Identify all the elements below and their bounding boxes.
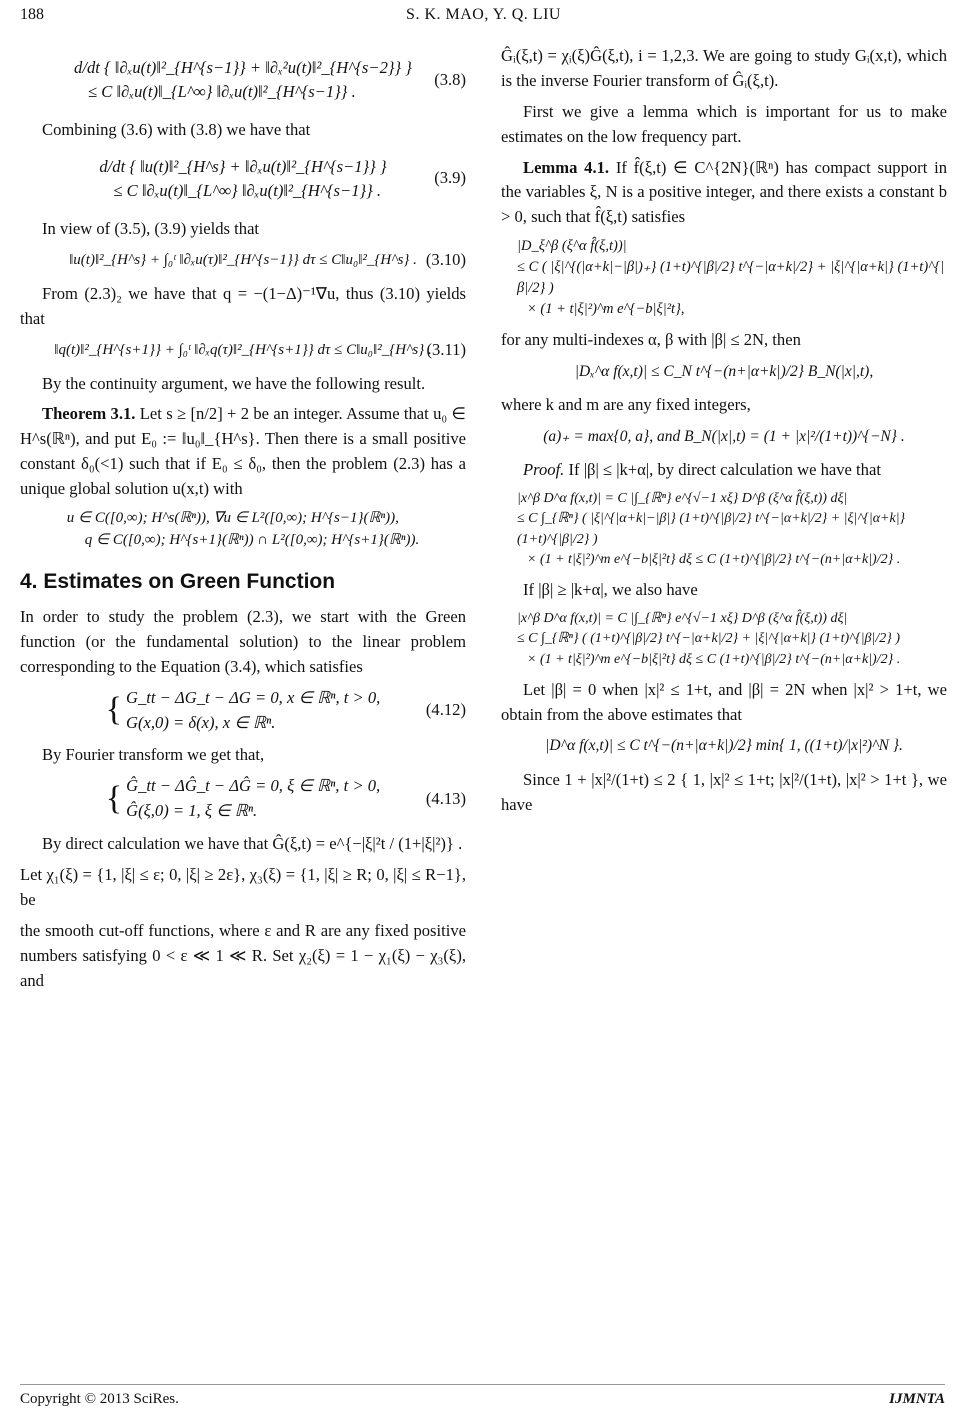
lemma-heading: Lemma 4.1. xyxy=(523,157,610,177)
lemma-4-1 xyxy=(501,156,947,231)
equation-lemma-conclusion-line: |Dₓ^α f(x,t)| ≤ C_N t^{−(n+|α+k|)/2} B_N(|x|,t), xyxy=(574,362,874,380)
equation-3-9-tag: (3.9) xyxy=(434,168,466,188)
equation-3-11 xyxy=(20,338,466,364)
brace-icon: { xyxy=(105,691,123,729)
equation-3-8 xyxy=(20,50,466,110)
equation-proof-2-line1: |x^β D^α f(x,t)| = C |∫_{ℝⁿ} e^{√−1 xξ} D^β (ξ^α f̂(ξ,t)) dξ| xyxy=(517,611,848,627)
equation-proof-2 xyxy=(501,609,947,670)
equation-proof-2-line2: ≤ C ∫_{ℝⁿ} ( (1+t)^{|β|/2} t^{−|α+k|/2} + |ξ|^{|α+k|} (1+t)^{|β|/2} ) xyxy=(517,631,901,647)
equation-4-12-row1: G_tt − ΔG_t − ΔG = 0, x ∈ ℝⁿ, t > 0, xyxy=(126,687,381,707)
equation-lemma-conclusion xyxy=(501,359,947,385)
equation-theorem-line1: u ∈ C([0,∞); H^s(ℝⁿ)), ∇u ∈ L²([0,∞); H^{s−1}(ℝⁿ)), xyxy=(66,510,399,527)
footer-rule xyxy=(20,1384,945,1385)
equation-3-9-line2: ≤ C ‖∂ₓu(t)‖_{L^∞} ‖∂ₓu(t)‖²_{H^{s−1}} . xyxy=(113,180,382,200)
lemma-text: If f̂(ξ,t) ∈ C^{2N}(ℝⁿ) has compact support in the variables ξ, N is a positive integer, and there exists a constant b > 0, such that f̂(ξ,t) satisfies xyxy=(501,157,947,227)
equation-3-8-line1: d/dt { ‖∂ₓu(t)‖²_{H^{s−1}} + ‖∂ₓ²u(t)‖²_{H^{s−2}} } xyxy=(74,57,412,77)
brace-icon: { xyxy=(105,779,123,817)
equation-4-13-row2: Ĝ(ξ,0) = 1, ξ ∈ ℝⁿ. xyxy=(126,801,258,821)
equation-min-estimate xyxy=(501,734,947,760)
equation-3-10-line1: ‖u(t)‖²_{H^s} + ∫₀ᵗ ‖∂ₓu(τ)‖²_{H^{s−1}} dτ ≤ C‖u₀‖²_{H^s} . xyxy=(69,251,417,268)
paragraph-where: where k and m are any fixed integers, xyxy=(501,395,751,415)
paragraph-cutoff: the smooth cut-off functions, where ε and R are any fixed positive numbers satisfying 0 < ε ≪ 1 ≪ R. Set χ₂(ξ) = 1 − χ₁(ξ) − χ₃(ξ), and xyxy=(20,920,466,990)
paragraph-continuity: By the continuity argument, we have the following result. xyxy=(42,373,426,393)
equation-3-11-line1: ‖q(t)‖²_{H^{s+1}} + ∫₀ᵗ ‖∂ₓq(τ)‖²_{H^{s+1}} dτ ≤ C‖u₀‖²_{H^s} . xyxy=(54,341,432,358)
footer-copyright: Copyright © 2013 SciRes. xyxy=(20,1391,179,1407)
page-number: 188 xyxy=(20,6,44,23)
equation-proof-2-line3: × (1 + t|ξ|²)^m e^{−b|ξ|²t} dξ ≤ C (1+t)^{|β|/2} t^{−(n+|α+k|)/2} . xyxy=(527,651,901,667)
running-title: S. K. MAO, Y. Q. LIU xyxy=(406,6,561,23)
equation-proof-1-line1: |x^β D^α f(x,t)| = C |∫_{ℝⁿ} e^{√−1 xξ} D^β (ξ^α f̂(ξ,t)) dξ| xyxy=(517,490,848,506)
equation-4-13-row1: Ĝ_tt − ΔĜ_t − ΔĜ = 0, ξ ∈ ℝⁿ, t > 0, xyxy=(126,776,381,796)
paragraph-order: In order to study the problem (2.3), we start with the Green function (or the fundamental solution) to the linear problem corresponding to the Equation (3.4), which satisfies xyxy=(20,607,466,676)
proof-text-1: If |β| ≤ |k+α|, by direct calculation we have that xyxy=(568,460,881,480)
section-heading: 4. Estimates on Green Function xyxy=(20,569,336,593)
equation-definitions-line: (a)₊ = max{0, a}, and B_N(|x|,t) = (1 + |x|²/(1+t))^{−N} . xyxy=(543,427,905,445)
equation-3-8-line2: ≤ C ‖∂ₓu(t)‖_{L^∞} ‖∂ₓu(t)‖²_{H^{s−1}} . xyxy=(88,82,356,101)
paragraph-let-beta: Let |β| = 0 when |x|² ≤ 1+t, and |β| = 2N when |x|² > 1+t, we obtain from the above estimates that xyxy=(501,679,947,724)
equation-min-estimate-line: |D^α f(x,t)| ≤ C t^{−(n+|α+k|)/2} min{ 1, ((1+t)/|x|²)^N }. xyxy=(545,737,903,755)
equation-3-10 xyxy=(20,248,466,274)
equation-4-12-tag: (4.12) xyxy=(425,700,466,720)
equation-3-10-tag: (3.10) xyxy=(425,250,466,270)
paragraph-fourier: By Fourier transform we get that, xyxy=(42,745,265,765)
equation-4-13 xyxy=(20,774,466,824)
equation-theorem-line2: q ∈ C([0,∞); H^{s+1}(ℝⁿ)) ∩ L²([0,∞); H^{s+1}(ℝⁿ)). xyxy=(84,531,420,548)
paragraph-let: Let χ₁(ξ) = {1, |ξ| ≤ ε; 0, |ξ| ≥ 2ε}, χ₃(ξ) = {1, |ξ| ≥ R; 0, |ξ| ≤ R−1}, be xyxy=(20,865,466,909)
equation-proof-1-line3: × (1 + t|ξ|²)^m e^{−b|ξ|²t} dξ ≤ C (1+t)^{|β|/2} t^{−(n+|α+k|)/2} . xyxy=(527,551,901,567)
equation-3-9 xyxy=(20,149,466,209)
equation-proof-1 xyxy=(501,489,947,570)
paragraph-proof-2: If |β| ≥ |k+α|, we also have xyxy=(523,580,698,600)
right-column xyxy=(501,44,947,824)
paragraph-multi: for any multi-indexes α, β with |β| ≤ 2N, then xyxy=(501,330,801,350)
equation-3-9-line1: d/dt { ‖u(t)‖²_{H^s} + ‖∂ₓu(t)‖²_{H^{s−1}} } xyxy=(99,156,387,176)
paragraph-in-view: In view of (3.5), (3.9) yields that xyxy=(42,218,260,238)
equation-4-12-row2: G(x,0) = δ(x), x ∈ ℝⁿ. xyxy=(126,712,276,732)
paragraph-combining: Combining (3.6) with (3.8) we have that xyxy=(42,120,311,139)
equation-lemma-line1: |D_ξ^β (ξ^α f̂(ξ,t))| xyxy=(517,238,627,255)
equation-theorem xyxy=(20,508,466,552)
equation-lemma-line2: ≤ C ( |ξ|^{(|α+k|−|β|)₊} (1+t)^{|β|/2} t^{−|α+k|/2} + |ξ|^{|α+k|} (1+t)^{|β|/2} ) xyxy=(517,259,945,297)
paragraph-from: From (2.3)₂ we have that q = −(1−Δ)⁻¹∇u, thus (3.10) yields that xyxy=(20,283,466,328)
equation-definitions xyxy=(501,424,947,450)
proof-heading: Proof. xyxy=(523,460,565,480)
equation-lemma-line3: × (1 + t|ξ|²)^m e^{−b|ξ|²t}, xyxy=(527,301,685,318)
paragraph-gi: Ĝᵢ(ξ,t) = χᵢ(ξ)Ĝ(ξ,t), i = 1,2,3. We are going to study Gᵢ(x,t), which is the inverse Fourier transform of Ĝᵢ(ξ,t). xyxy=(501,46,947,90)
equation-lemma-hypothesis xyxy=(501,236,947,320)
footer-journal: IJMNTA xyxy=(889,1391,945,1407)
paragraph-proof-1 xyxy=(501,458,947,483)
paragraph-first: First we give a lemma which is important for us to make estimates on the low frequency part. xyxy=(501,101,947,146)
equation-proof-1-line2: ≤ C ∫_{ℝⁿ} ( |ξ|^{|α+k|−|β|} (1+t)^{|β|/2} t^{−|α+k|/2} + |ξ|^{|α+k|} (1+t)^{|β|/2} ) xyxy=(517,511,906,547)
equation-4-13-tag: (4.13) xyxy=(425,788,466,808)
paragraph-direct: By direct calculation we have that Ĝ(ξ,t) = e^{−|ξ|²t / (1+|ξ|²)} . xyxy=(42,834,463,854)
equation-3-8-tag: (3.8) xyxy=(434,69,466,89)
theorem-text: Let s ≥ [n/2] + 2 be an integer. Assume that u₀ ∈ H^s(ℝⁿ), and put E₀ := ‖u₀‖_{H^s}. Then there is a small positive constant δ₀(<1) such that if E₀ ≤ δ₀, then the problem (2.3) has a unique global solution u(x,t) with xyxy=(20,404,466,499)
left-column xyxy=(20,44,466,999)
paragraph-since: Since 1 + |x|²/(1+t) ≤ 2 { 1, |x|² ≤ 1+t; |x|²/(1+t), |x|² > 1+t }, we have xyxy=(501,769,947,814)
equation-3-11-tag: (3.11) xyxy=(426,340,466,360)
theorem-heading: Theorem 3.1. xyxy=(42,404,136,424)
equation-4-12 xyxy=(20,686,466,736)
theorem-3-1 xyxy=(20,402,466,502)
